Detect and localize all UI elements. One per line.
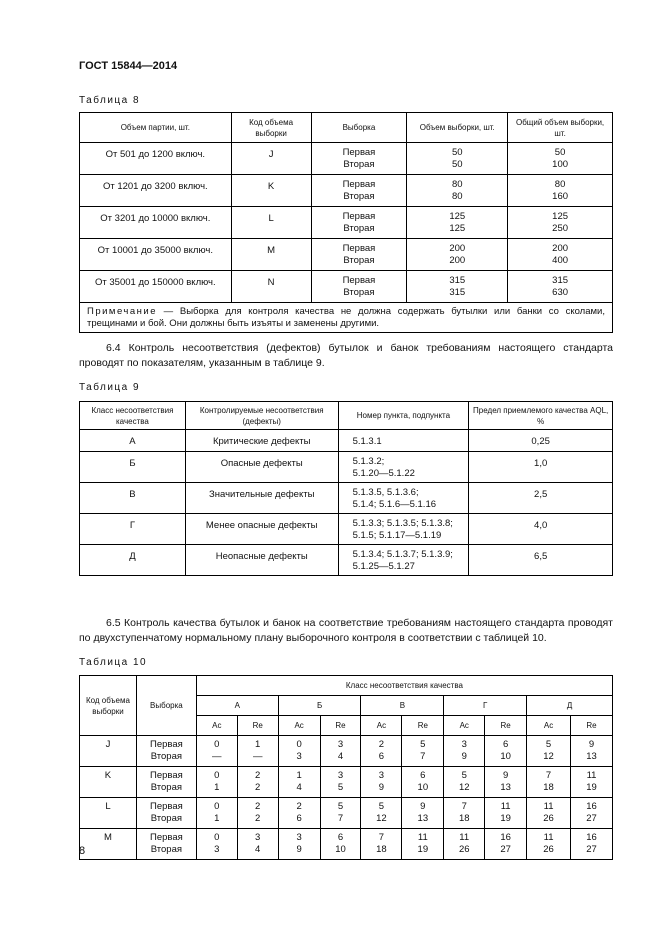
t10-value-second: 18 — [376, 843, 387, 855]
t10-value-second: 9 — [378, 781, 385, 793]
t10-sample-first: Первая — [150, 801, 183, 812]
t10-ac-header: Ac — [444, 716, 485, 736]
t8-size-second: 200 — [449, 254, 466, 266]
t10-sample-first: Первая — [150, 770, 183, 781]
t10-value-cell — [485, 736, 527, 767]
t9-class-cell: В — [80, 483, 186, 514]
t10-value-cell — [571, 736, 613, 767]
t8-size-cell — [407, 175, 508, 207]
t10-class-b: Б — [278, 696, 361, 716]
t10-value-first: 5 — [378, 801, 385, 812]
t10-value-first: 3 — [337, 770, 344, 781]
t10-value-cell — [278, 798, 320, 829]
t8-lot-cell: От 501 до 1200 включ. — [80, 143, 232, 175]
t10-value-second: 3 — [214, 843, 220, 855]
t9-clause-second: 5.1.5; 5.1.17—5.1.19 — [352, 529, 442, 541]
table-row — [80, 239, 613, 271]
t8-sample-second: Вторая — [343, 254, 375, 266]
t9-class-cell: Д — [80, 545, 186, 576]
t10-value-second: 5 — [337, 781, 344, 793]
t10-value-first: 0 — [214, 739, 220, 750]
t9-clause-cell — [338, 483, 469, 514]
t10-sample-first: Первая — [150, 832, 183, 843]
t9-clause-second: 5.1.4; 5.1.6—5.1.16 — [352, 498, 437, 510]
t9-clause-cell — [338, 545, 469, 576]
t10-value-second: 27 — [500, 843, 511, 855]
t10-value-second: 19 — [417, 843, 429, 855]
t10-value-first: 2 — [255, 801, 261, 812]
t10-re-header: Re — [402, 716, 444, 736]
t8-total-cell — [508, 207, 613, 239]
t8-code-cell: K — [231, 175, 311, 207]
t8-sample-second: Вторая — [343, 158, 375, 170]
t8-code-cell: L — [231, 207, 311, 239]
t10-value-cell — [527, 829, 571, 860]
table-9-caption: Таблица 9 — [79, 382, 141, 393]
t10-value-second: 12 — [376, 812, 387, 824]
t10-value-cell — [278, 767, 320, 798]
t10-value-cell — [485, 798, 527, 829]
t9-aql-cell: 2,5 — [469, 483, 613, 514]
t10-value-cell — [237, 798, 278, 829]
t9-defect-cell: Неопасные дефекты — [185, 545, 338, 576]
t10-value-second: 19 — [586, 781, 597, 793]
t10-value-first: 5 — [337, 801, 344, 812]
t9-defect-cell: Критические дефекты — [185, 430, 338, 452]
t10-value-cell — [196, 798, 237, 829]
t9-clause-cell: 5.1.3.1 — [338, 430, 469, 452]
t10-value-first: 9 — [420, 801, 426, 812]
table-8 — [79, 112, 613, 333]
t8-sample-second: Вторая — [343, 190, 375, 202]
t10-value-first: 3 — [461, 739, 467, 750]
t10-value-second: 3 — [296, 750, 302, 762]
t10-value-first: 11 — [543, 801, 554, 812]
t10-value-second: 18 — [458, 812, 470, 824]
t8-total-second: 160 — [552, 190, 569, 202]
t10-value-cell — [444, 736, 485, 767]
t9-clause-first: 5.1.3.2; — [352, 456, 385, 467]
t10-value-cell — [485, 829, 527, 860]
t10-value-second: — — [252, 750, 263, 762]
t10-sample-second: Вторая — [150, 812, 183, 824]
t10-value-cell — [196, 767, 237, 798]
t10-value-second: 6 — [296, 812, 302, 824]
t8-sample-second: Вторая — [343, 222, 375, 234]
t10-value-first: 5 — [461, 770, 467, 781]
paragraph-6-4: 6.4 Контроль несоответствия (дефектов) бутылок и банок требованиям настоящего стандарта проводят по показателям, указанным в таблице 9. — [79, 342, 613, 369]
t9-header-defects: Контролируемые несоответствия (дефекты) — [185, 402, 338, 430]
t8-header-lot: Объем партии, шт. — [80, 113, 232, 143]
t9-clause-second: 5.1.25—5.1.27 — [352, 560, 415, 572]
t8-size-first: 200 — [449, 243, 466, 254]
t10-value-second: 4 — [337, 750, 344, 762]
t10-value-first: 2 — [378, 739, 385, 750]
t9-clause-cell — [338, 514, 469, 545]
t10-value-cell — [320, 829, 361, 860]
t10-value-cell — [571, 829, 613, 860]
t8-sample-cell — [311, 207, 407, 239]
t10-header-sample: Выборка — [136, 676, 196, 736]
t10-value-first: 0 — [214, 770, 220, 781]
t10-value-second: 1 — [214, 781, 220, 793]
t8-size-first: 80 — [451, 179, 463, 190]
t8-sample-cell — [311, 143, 407, 175]
t10-value-first: 11 — [459, 832, 470, 843]
t10-value-second: 7 — [337, 812, 344, 824]
t8-total-cell — [508, 271, 613, 303]
t10-value-first: 1 — [255, 739, 261, 750]
t9-class-cell: А — [80, 430, 186, 452]
t8-lot-cell: От 35001 до 150000 включ. — [80, 271, 232, 303]
t8-header-total: Общий объем выборки, шт. — [508, 113, 613, 143]
t10-value-first: 7 — [545, 770, 552, 781]
t10-value-second: 9 — [461, 750, 467, 762]
t10-value-cell — [320, 798, 361, 829]
t10-value-cell — [402, 736, 444, 767]
t9-class-cell: Г — [80, 514, 186, 545]
t10-value-cell — [485, 767, 527, 798]
t10-value-first: 3 — [378, 770, 385, 781]
table-8-note — [80, 303, 613, 333]
t8-header-size: Объем выборки, шт. — [407, 113, 508, 143]
t10-value-cell — [361, 767, 402, 798]
t9-defect-cell: Менее опасные дефекты — [185, 514, 338, 545]
t10-value-first: 6 — [337, 832, 344, 843]
t10-value-second: 12 — [458, 781, 470, 793]
t10-value-second: 13 — [586, 750, 597, 762]
t9-aql-cell: 1,0 — [469, 452, 613, 483]
t8-size-first: 315 — [449, 275, 466, 286]
t9-clause-first: 5.1.3.3; 5.1.3.5; 5.1.3.8; — [352, 518, 453, 529]
t10-value-first: 5 — [420, 739, 426, 750]
table-row — [80, 829, 613, 860]
t10-value-second: 6 — [378, 750, 385, 762]
t8-lot-cell: От 10001 до 35000 включ. — [80, 239, 232, 271]
t10-value-cell — [361, 829, 402, 860]
t8-total-second: 100 — [552, 158, 569, 170]
t10-value-first: 11 — [500, 801, 511, 812]
t8-sample-first: Первая — [342, 211, 376, 222]
t8-total-first: 50 — [554, 147, 566, 158]
t10-ac-header: Ac — [527, 716, 571, 736]
t10-value-second: 26 — [543, 843, 554, 855]
t8-size-cell — [407, 239, 508, 271]
t10-sample-first: Первая — [150, 739, 183, 750]
t10-value-second: 12 — [543, 750, 554, 762]
t10-value-cell — [402, 798, 444, 829]
table-row — [80, 271, 613, 303]
t10-ac-header: Ac — [278, 716, 320, 736]
table-row — [80, 514, 613, 545]
t10-value-first: 11 — [543, 832, 554, 843]
t9-header-aql: Предел приемлемого качества AQL, % — [469, 402, 613, 430]
t9-header-clause: Номер пункта, подпункта — [338, 402, 469, 430]
t10-value-second: 2 — [255, 812, 261, 824]
t10-value-second: 27 — [586, 812, 597, 824]
t10-value-first: 9 — [588, 739, 595, 750]
t10-sample-cell — [136, 829, 196, 860]
t8-header-code: Код объема выборки — [231, 113, 311, 143]
t8-size-cell — [407, 143, 508, 175]
t10-value-cell — [402, 829, 444, 860]
t10-value-second: 26 — [543, 812, 554, 824]
table-10-caption: Таблица 10 — [79, 657, 148, 668]
t10-value-second: 19 — [500, 812, 511, 824]
t10-value-first: 11 — [417, 832, 428, 843]
t8-sample-first: Первая — [342, 275, 376, 286]
t9-defect-cell: Значительные дефекты — [185, 483, 338, 514]
t10-sample-cell — [136, 767, 196, 798]
t10-value-first: 2 — [296, 801, 302, 812]
t8-size-second: 125 — [449, 222, 466, 234]
t10-value-second: 18 — [543, 781, 554, 793]
t8-total-second: 400 — [552, 254, 569, 266]
t10-value-first: 11 — [586, 770, 597, 781]
t10-code-cell: J — [80, 736, 137, 767]
t9-header-class: Класс несоответствия качества — [80, 402, 186, 430]
t8-total-first: 80 — [554, 179, 566, 190]
t8-sample-cell — [311, 271, 407, 303]
t8-total-cell — [508, 175, 613, 207]
t10-value-second: 26 — [458, 843, 470, 855]
t10-value-cell — [237, 736, 278, 767]
table-row — [80, 430, 613, 452]
t10-sample-second: Вторая — [150, 750, 183, 762]
t9-defect-cell: Опасные дефекты — [185, 452, 338, 483]
t10-value-second: 1 — [214, 812, 220, 824]
t10-value-second: 4 — [255, 843, 261, 855]
t10-value-cell — [571, 798, 613, 829]
t10-re-header: Re — [571, 716, 613, 736]
t10-value-first: 0 — [214, 832, 220, 843]
table-8-caption: Таблица 8 — [79, 95, 141, 106]
t10-value-first: 9 — [502, 770, 509, 781]
t10-sample-cell — [136, 798, 196, 829]
t8-size-first: 50 — [451, 147, 463, 158]
t8-total-second: 250 — [552, 222, 569, 234]
table-row — [80, 767, 613, 798]
t10-value-first: 7 — [378, 832, 385, 843]
t8-lot-cell: От 1201 до 3200 включ. — [80, 175, 232, 207]
t10-code-cell: K — [80, 767, 137, 798]
t9-aql-cell: 0,25 — [469, 430, 613, 452]
t8-sample-cell — [311, 239, 407, 271]
t8-sample-first: Первая — [342, 179, 376, 190]
t10-value-cell — [320, 767, 361, 798]
t10-class-a: А — [196, 696, 278, 716]
t10-value-first: 6 — [502, 739, 509, 750]
t10-value-second: — — [212, 750, 222, 762]
t8-total-cell — [508, 143, 613, 175]
t9-clause-second: 5.1.20—5.1.22 — [352, 467, 415, 479]
t10-value-cell — [278, 829, 320, 860]
t10-value-second: 10 — [500, 750, 511, 762]
table-row — [80, 798, 613, 829]
t10-value-first: 6 — [420, 770, 426, 781]
t10-value-cell — [527, 736, 571, 767]
t10-value-first: 16 — [586, 832, 597, 843]
t10-value-first: 3 — [255, 832, 261, 843]
t10-value-second: 13 — [500, 781, 511, 793]
t8-total-first: 200 — [552, 243, 569, 254]
table-row — [80, 736, 613, 767]
t8-sample-cell — [311, 175, 407, 207]
t9-class-cell: Б — [80, 452, 186, 483]
t10-value-cell — [361, 798, 402, 829]
t10-sample-cell — [136, 736, 196, 767]
table-row — [80, 545, 613, 576]
t10-value-cell — [320, 736, 361, 767]
t8-size-cell — [407, 271, 508, 303]
t10-value-first: 3 — [337, 739, 344, 750]
table-row — [80, 452, 613, 483]
t8-code-cell: M — [231, 239, 311, 271]
t10-class-v: В — [361, 696, 444, 716]
t10-value-first: 16 — [500, 832, 511, 843]
table-9 — [79, 401, 613, 576]
t8-size-second: 80 — [451, 190, 463, 202]
t10-value-second: 4 — [296, 781, 302, 793]
t10-value-second: 10 — [335, 843, 346, 855]
t10-value-second: 7 — [420, 750, 426, 762]
t10-value-cell — [196, 736, 237, 767]
t10-ac-header: Ac — [361, 716, 402, 736]
t10-value-first: 7 — [461, 801, 467, 812]
t8-total-second: 630 — [552, 286, 569, 298]
t8-code-cell: J — [231, 143, 311, 175]
t10-sample-second: Вторая — [150, 843, 183, 855]
t8-header-sample: Выборка — [311, 113, 407, 143]
t10-value-first: 1 — [296, 770, 302, 781]
page-number: 8 — [79, 845, 86, 857]
t10-value-cell — [444, 767, 485, 798]
t10-value-cell — [237, 829, 278, 860]
t9-aql-cell: 6,5 — [469, 545, 613, 576]
t10-sample-second: Вторая — [150, 781, 183, 793]
table-row — [80, 175, 613, 207]
table-row — [80, 207, 613, 239]
t10-re-header: Re — [485, 716, 527, 736]
t8-lot-cell: От 3201 до 10000 включ. — [80, 207, 232, 239]
table-row — [80, 483, 613, 514]
t10-header-class: Класс несоответствия качества — [196, 676, 612, 696]
t8-total-first: 315 — [552, 275, 569, 286]
t10-value-first: 5 — [545, 739, 552, 750]
t9-clause-first: 5.1.3.5, 5.1.3.6; — [352, 487, 419, 498]
t8-sample-first: Первая — [342, 147, 376, 158]
t10-value-cell — [527, 767, 571, 798]
t10-value-second: 13 — [417, 812, 429, 824]
note-label: Примечание — [87, 306, 157, 317]
t8-size-first: 125 — [449, 211, 466, 222]
table-10 — [79, 675, 613, 860]
t10-header-code: Код объема выборки — [80, 676, 137, 736]
t8-size-second: 50 — [451, 158, 463, 170]
t10-value-cell — [527, 798, 571, 829]
t8-total-cell — [508, 239, 613, 271]
t10-value-cell — [278, 736, 320, 767]
t8-sample-second: Вторая — [343, 286, 375, 298]
t8-size-cell — [407, 207, 508, 239]
t8-size-second: 315 — [449, 286, 466, 298]
t10-value-second: 2 — [255, 781, 261, 793]
t10-value-first: 3 — [296, 832, 302, 843]
t8-total-first: 125 — [552, 211, 569, 222]
t10-code-cell: L — [80, 798, 137, 829]
t8-sample-first: Первая — [342, 243, 376, 254]
t10-value-second: 10 — [417, 781, 429, 793]
t10-value-cell — [571, 767, 613, 798]
t10-value-cell — [444, 798, 485, 829]
t10-value-first: 16 — [586, 801, 597, 812]
t10-value-second: 9 — [296, 843, 302, 855]
t8-code-cell: N — [231, 271, 311, 303]
note-text: — Выборка для контроля качества не должна содержать бутылки или банки со сколами, трещинами и бой. Они должны быть изъяты и заменены другими. — [87, 306, 605, 329]
t10-value-cell — [361, 736, 402, 767]
t10-re-header: Re — [237, 716, 278, 736]
document-header: ГОСТ 15844—2014 — [79, 60, 178, 72]
paragraph-6-5: 6.5 Контроль качества бутылок и банок на соответствие требованиям настоящего стандарта проводят по двухступенчатому нормальному плану выборочного контроля в соответствии с таблицей 10. — [79, 617, 613, 644]
t10-value-first: 0 — [296, 739, 302, 750]
t9-aql-cell: 4,0 — [469, 514, 613, 545]
t10-value-first: 2 — [255, 770, 261, 781]
t10-class-d: Д — [527, 696, 613, 716]
t10-value-cell — [444, 829, 485, 860]
t10-value-cell — [402, 767, 444, 798]
t10-value-first: 0 — [214, 801, 220, 812]
table-row — [80, 143, 613, 175]
t10-value-cell — [196, 829, 237, 860]
t10-re-header: Re — [320, 716, 361, 736]
t10-value-second: 27 — [586, 843, 597, 855]
t10-ac-header: Ac — [196, 716, 237, 736]
t10-value-cell — [237, 767, 278, 798]
t10-code-cell: M — [80, 829, 137, 860]
t9-clause-first: 5.1.3.4; 5.1.3.7; 5.1.3.9; — [352, 549, 453, 560]
t10-class-g: Г — [444, 696, 527, 716]
t9-clause-cell — [338, 452, 469, 483]
